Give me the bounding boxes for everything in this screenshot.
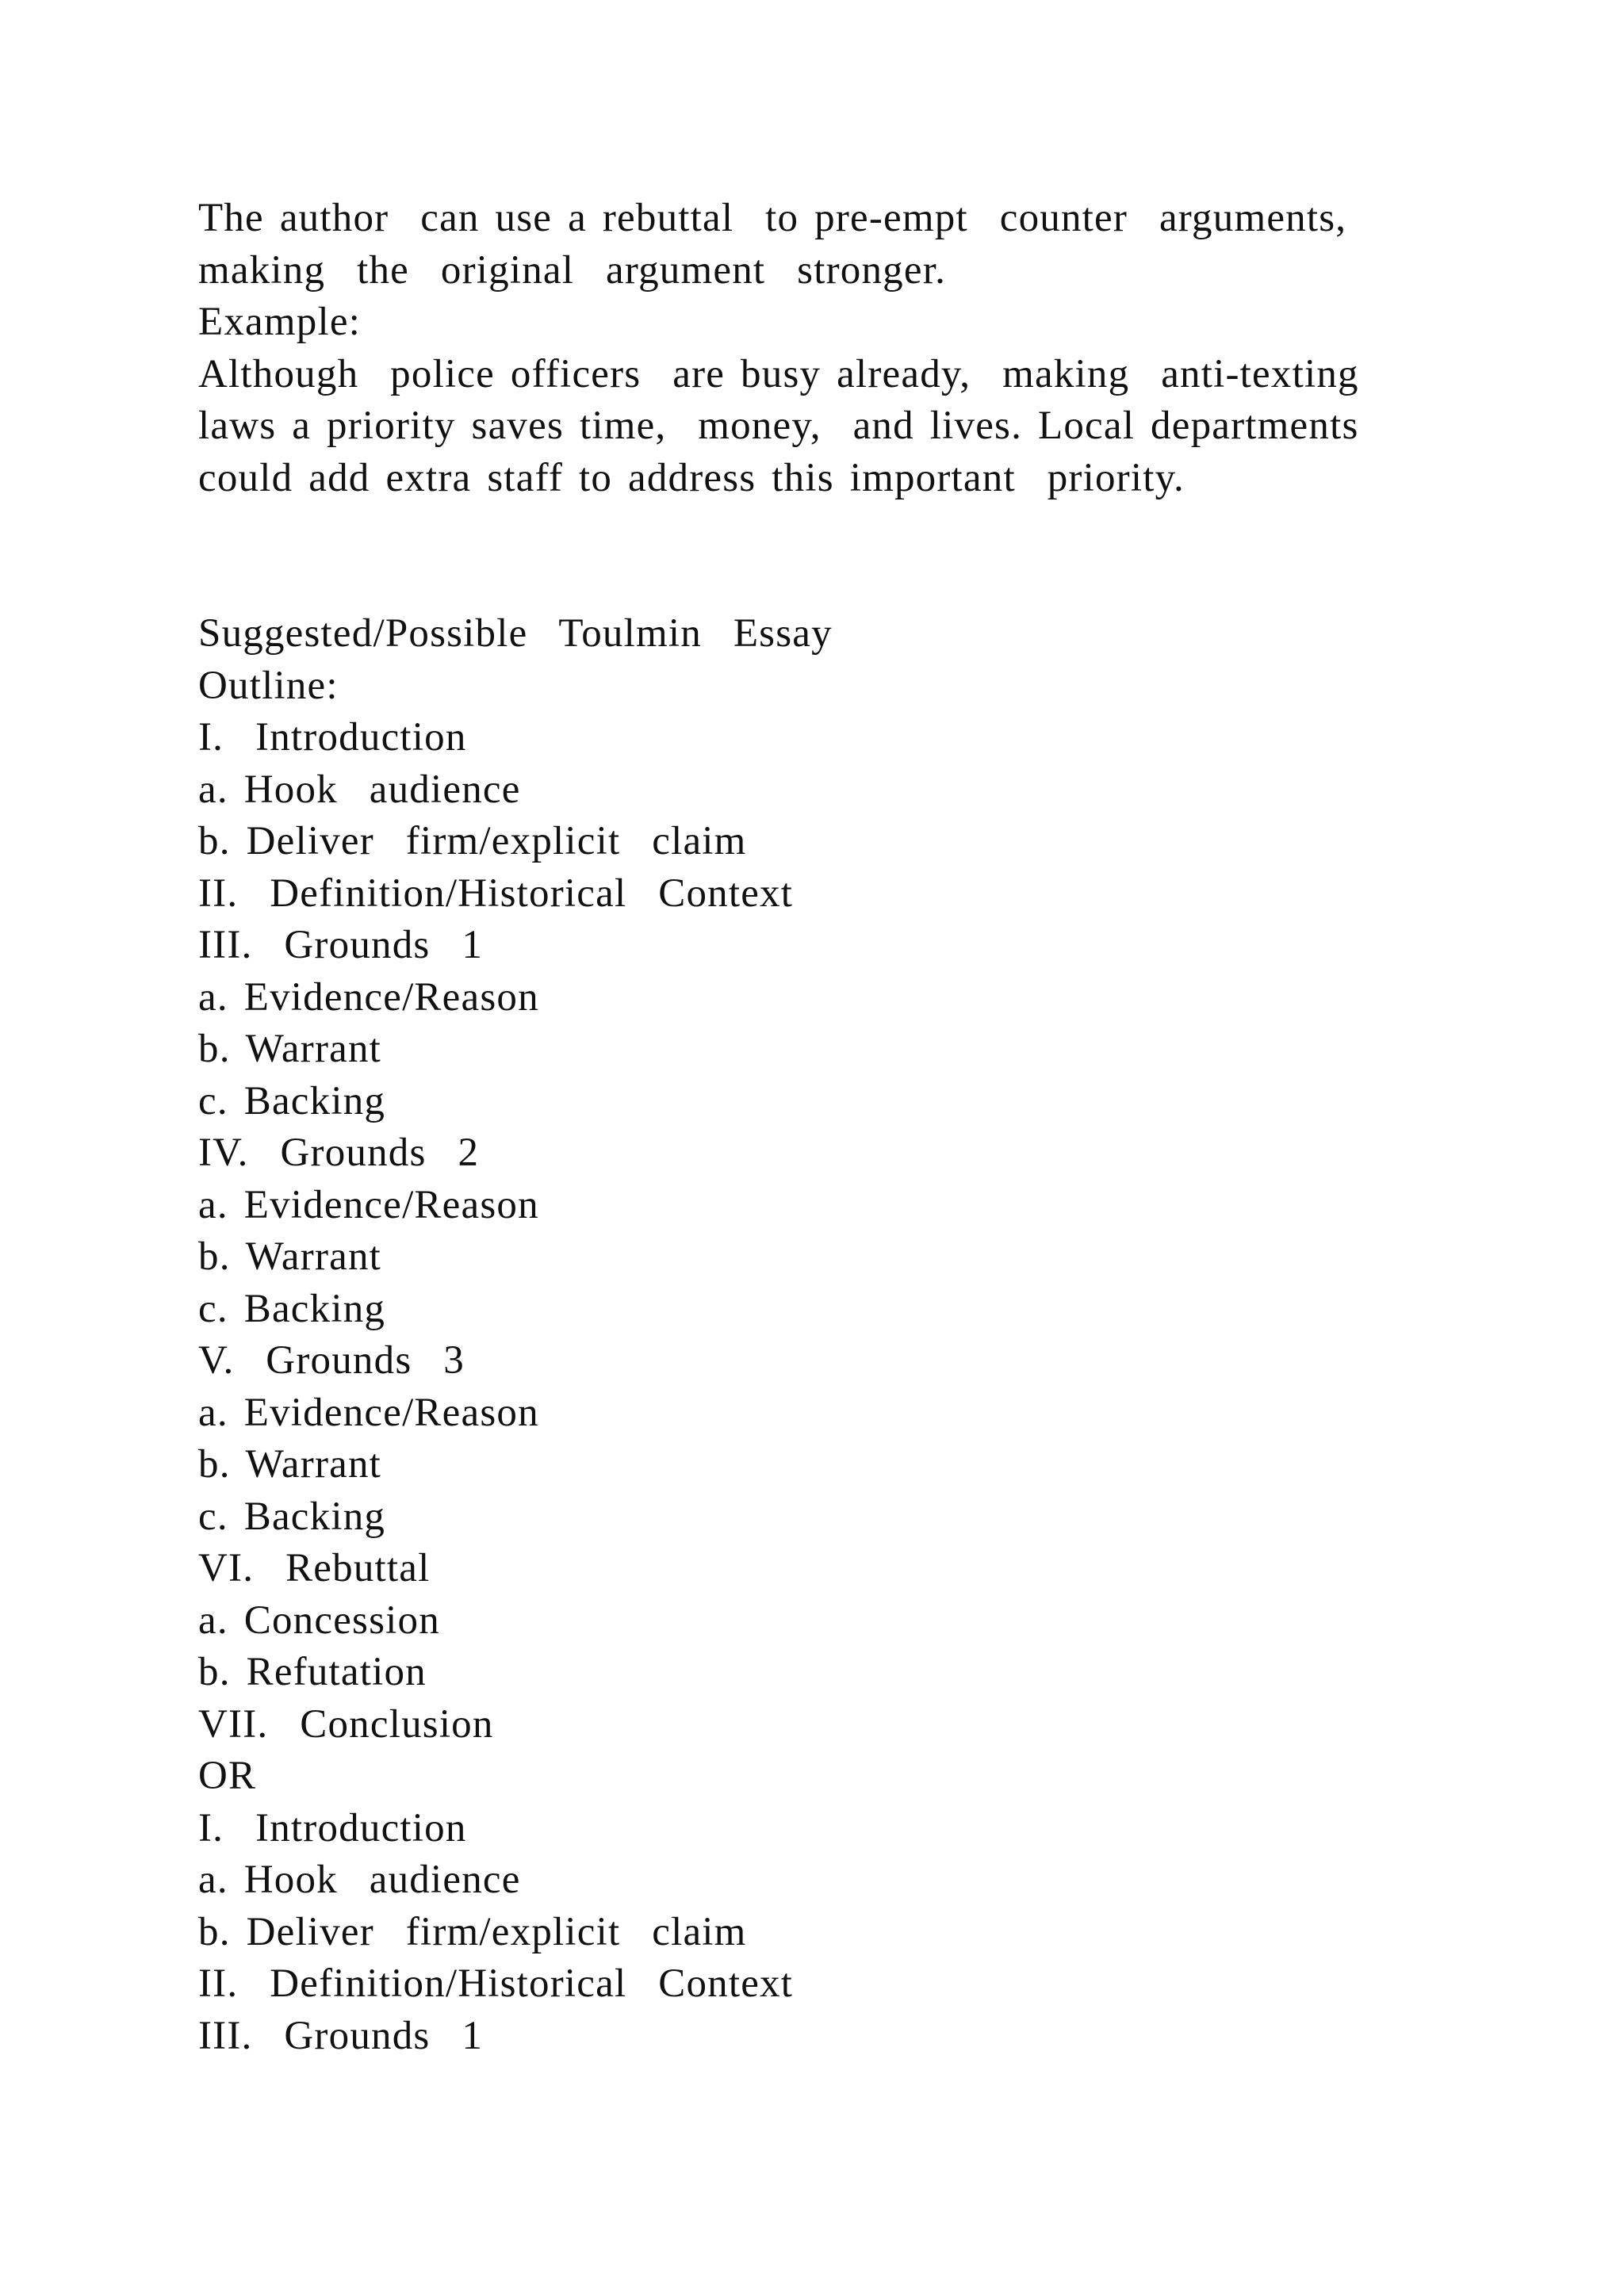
outline-item: III. Grounds 1	[198, 2013, 484, 2058]
outline-item: c. Backing	[198, 1286, 386, 1331]
outline-item: b. Refutation	[198, 1650, 427, 1694]
outline-item: b. Warrant	[198, 1442, 382, 1487]
outline-item: IV. Grounds 2	[198, 1131, 480, 1175]
outline-item: OR	[198, 1754, 257, 1798]
outline-item: VII. Conclusion	[198, 1701, 494, 1747]
intro-paragraph	[198, 193, 1546, 297]
outline-item: a. Hook audience	[198, 767, 521, 812]
outline-item: b. Warrant	[198, 1027, 382, 1071]
outline-item: V. Grounds 3	[198, 1338, 465, 1383]
outline-item: a. Evidence/Reason	[198, 974, 539, 1020]
outline-item: a. Evidence/Reason	[198, 1390, 539, 1435]
outline-item: c. Backing	[198, 1494, 386, 1539]
outline-item: I. Introduction	[198, 1805, 467, 1850]
outline-item: b. Warrant	[198, 1234, 382, 1279]
outline-title-line: Outline:	[198, 663, 339, 708]
example-paragraph	[198, 349, 1546, 505]
intro-line: making the original argument stronger.	[198, 247, 947, 293]
outline-title-line: Suggested/Possible Toulmin Essay	[198, 611, 833, 656]
example-line: laws a priority saves time, money, and lives. Local departments	[198, 404, 1359, 448]
example-label: Example:	[198, 300, 362, 344]
blank-space	[198, 504, 1546, 608]
outline-list	[198, 712, 1546, 2062]
outline-item: a. Concession	[198, 1598, 440, 1643]
outline-item: b. Deliver firm/explicit claim	[198, 1909, 747, 1954]
example-line: Although police officers are busy already, making anti-texting	[198, 351, 1359, 396]
intro-line: The author can use a rebuttal to pre-empt counter arguments,	[198, 196, 1347, 240]
outline-item: a. Evidence/Reason	[198, 1182, 539, 1227]
outline-item: c. Backing	[198, 1078, 386, 1123]
document-body	[198, 193, 1546, 2062]
outline-item: II. Definition/Historical Context	[198, 1961, 794, 2006]
example-line: could add extra staff to address this important priority.	[198, 455, 1185, 500]
outline-heading	[198, 608, 1546, 712]
outline-item: III. Grounds 1	[198, 923, 484, 967]
outline-item: b. Deliver firm/explicit claim	[198, 819, 747, 863]
outline-item: I. Introduction	[198, 715, 467, 760]
outline-item: a. Hook audience	[198, 1858, 521, 1902]
outline-item: II. Definition/Historical Context	[198, 871, 794, 916]
outline-item: VI. Rebuttal	[198, 1546, 431, 1590]
